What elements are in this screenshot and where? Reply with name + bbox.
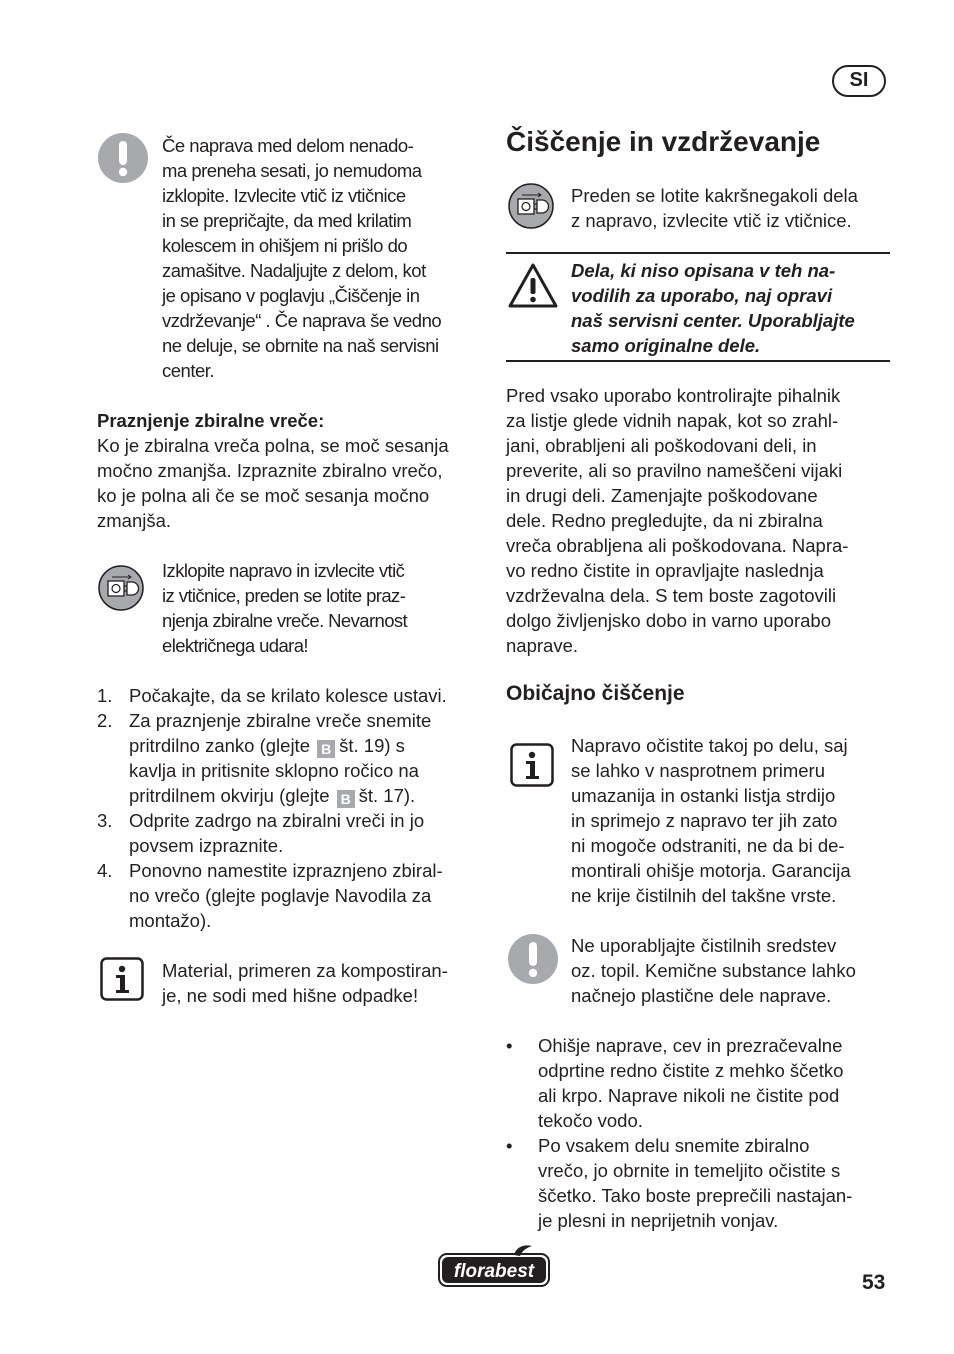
list-item [97,858,487,933]
text-line: ne krije čistilnih del takšne vrste. [571,885,837,906]
text-fragment: št. 17). [358,785,416,806]
text-line: Za praznjenje zbiralne vreče snemite [129,710,432,731]
text-line: ne deluje, se obrnite na naš servisni [162,335,439,356]
text-line: Odprite zadrgo na zbiralni vreči in jo [129,810,425,831]
text-fragment: pritrdilnem okvirju (glejte [129,785,330,806]
text-line: ko je polna ali če se moč sesanja močno [97,485,430,506]
text-line: Če naprava med delom nenado- [162,135,414,156]
text-line: Ne uporabljajte čistilnih sredstev [571,935,837,956]
text-line: zmanjša. [97,510,172,531]
text-line: ma preneha sesati, jo nemudoma [162,160,422,181]
text-line: Počakajte, da se krilato kolesce ustavi. [129,685,447,706]
info-icon [100,957,144,1001]
florabest-logo [436,1243,552,1289]
text-line: in sprimejo z napravo ter jih zato [571,810,838,831]
text-line: naprave. [506,635,578,656]
text-line: Po vsakem delu snemite zbiralno [538,1135,810,1156]
text-line: in drugi deli. Zamenjajte poškodovane [506,485,818,506]
unplug-note-left [162,558,482,658]
unplug-note-right [571,183,896,233]
divider [506,252,890,254]
text-line: iz vtičnice, preden se lotite praz- [162,585,406,606]
text-line: ali krpo. Naprave nikoli ne čistite pod [538,1085,840,1106]
exclamation-icon [508,934,558,984]
text-line: je opisano v poglavju „Čiščenje in [162,285,420,306]
step-number: 2. [97,710,113,731]
caution-note-right [571,933,896,1008]
text-line: vzdrževalna dela. S tem boste zagotovili [506,585,837,606]
info-note-left [162,958,482,1008]
warning-note-left [162,133,482,383]
steps-list [97,683,487,933]
text-line: električnega udara! [162,635,308,656]
text-line: Dela, ki niso opisana v teh na- [571,260,836,281]
text-line: je plesni in neprijetnih vonjav. [538,1210,779,1231]
list-item [97,683,487,708]
text-fragment: št. 19) s [339,735,405,756]
text-line: ni mogoče odstraniti, ne da bi de- [571,835,845,856]
text-line: tekočo vodo. [538,1110,643,1131]
text-line: Izklopite napravo in izvlecite vtič [162,560,405,581]
exclamation-icon [98,133,148,183]
brand-text: florabest [453,1261,535,1282]
step-number: 4. [97,860,113,881]
unplug-icon [508,183,554,229]
list-item [97,808,487,858]
inspection-paragraph [506,383,896,658]
text-line: Pred vsako uporabo kontrolirajte pihalnik [506,385,841,406]
figure-ref-badge: B [317,740,335,758]
text-line: naš servisni center. Uporabljajte [571,310,855,331]
text-line [129,783,487,808]
step-number: 1. [97,685,113,706]
list-item [97,708,487,808]
warning-triangle-icon [508,262,558,308]
emptying-section [97,408,487,533]
text-line: preverite, ali so pravilno nameščeni vijaki [506,460,843,481]
text-line: kolescem in ohišjem ni prišlo do [162,235,408,256]
text-line: jani, obrabljeni ali poškodovani deli, in [506,435,817,456]
info-note-right [571,733,896,908]
text-line: je, ne sodi med hišne odpadke! [162,985,419,1006]
text-line: dolgo življenjsko dobo in varno uporabo [506,610,831,631]
figure-ref-badge: B [337,790,355,808]
info-icon [510,743,554,787]
text-line: oz. topil. Kemične substance lahko [571,960,856,981]
page-title: Čiščenje in vzdrževanje [506,126,821,157]
text-line: no vrečo (glejte poglavje Navodila za [129,885,432,906]
text-line: njenja zbiralne vreče. Nevarnost [162,610,408,631]
text-line: ščetko. Tako boste preprečili nastajan- [538,1185,853,1206]
text-line: samo originalne dele. [571,335,761,356]
text-line: vreča obrabljena ali poškodovana. Napra- [506,535,849,556]
step-number: 3. [97,810,113,831]
text-line: zamašitve. Nadaljujte z delom, kot [162,260,426,281]
text-line: načnejo plastične dele naprave. [571,985,832,1006]
text-line: Napravo očistite takoj po delu, saj [571,735,848,756]
text-line: izklopite. Izvlecite vtič iz vtičnice [162,185,406,206]
text-line: Ponovno namestite izpraznjeno zbiral- [129,860,443,881]
text-line: Ohišje naprave, cev in prezračevalne [538,1035,843,1056]
text-line: za listje glede vidnih napak, kot so zrahl- [506,410,839,431]
list-item [506,1133,896,1233]
bullet-mark: • [506,1135,513,1156]
list-item [506,1033,896,1133]
section-heading: Praznjenje zbiralne vreče: [97,410,325,431]
bullet-mark: • [506,1035,513,1056]
text-line: se lahko v nasprotnem primeru [571,760,825,781]
text-line: dele. Redno pregledujte, da ni zbiralna [506,510,823,531]
text-line: vrečo, jo obrnite in temeljito očistite s [538,1160,841,1181]
text-line [129,733,487,758]
cleaning-bullets [506,1033,896,1233]
text-line: montirali ohišje motorja. Garancija [571,860,851,881]
language-badge: SI [832,65,886,97]
text-line: center. [162,360,215,381]
section-subheading: Običajno čiščenje [506,682,685,705]
text-line: odprtine redno čistite z mehko ščetko [538,1060,844,1081]
text-line: z napravo, izvlecite vtič iz vtičnice. [571,210,852,231]
unplug-icon [98,565,144,611]
warning-note-right [571,258,896,358]
text-line: Preden se lotite kakršnegakoli dela [571,185,858,206]
text-line: povsem izpraznite. [129,835,284,856]
text-line: in se prepričajte, da med krilatim [162,210,412,231]
text-line: montažo). [129,910,212,931]
text-line: Ko je zbiralna vreča polna, se moč sesanja [97,435,449,456]
text-line: vo redno čistite in opravljajte naslednja [506,560,824,581]
text-fragment: pritrdilno zanko (glejte [129,735,310,756]
text-line: močno zmanjša. Izpraznite zbiralno vrečo, [97,460,443,481]
text-line: umazanija in ostanki listja strdijo [571,785,836,806]
page-number: 53 [862,1271,886,1294]
text-line: vzdrževanje“ . Če naprava še vedno [162,310,442,331]
text-line: kavlja in pritisnite sklopno ročico na [129,760,419,781]
divider [506,360,890,362]
text-line: Material, primeren za kompostiran- [162,960,448,981]
text-line: vodilih za uporabo, naj opravi [571,285,833,306]
